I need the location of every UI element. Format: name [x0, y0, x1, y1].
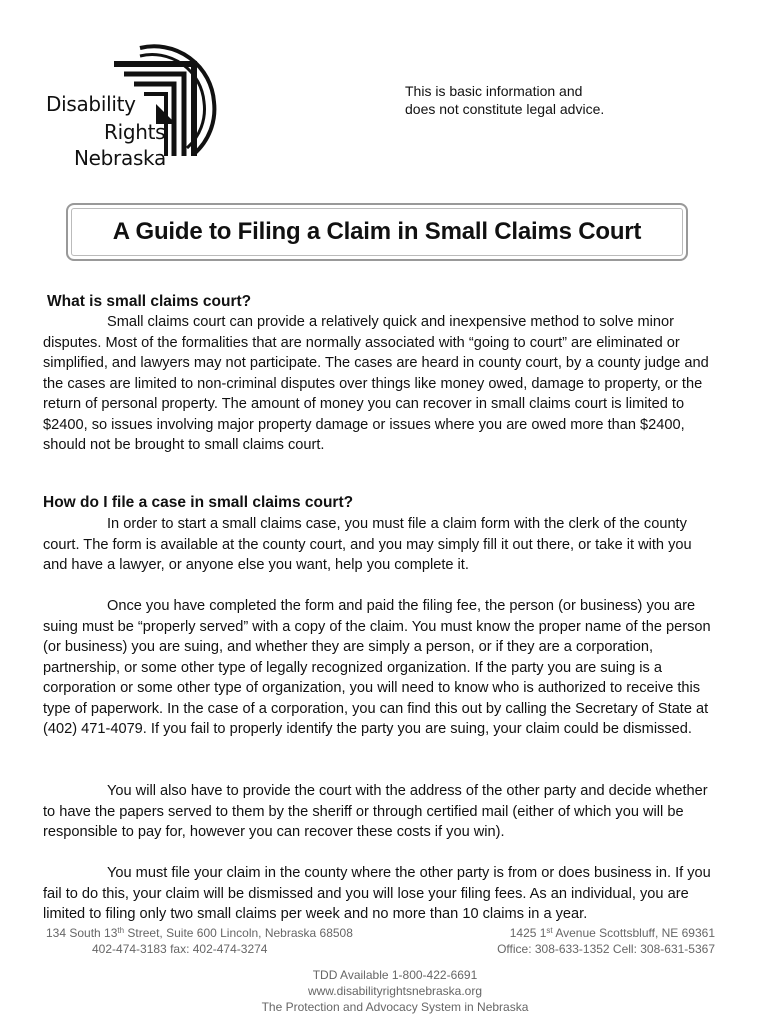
- title-box: [66, 203, 688, 261]
- paragraph: In order to start a small claims case, you must file a claim form with the clerk of the county court. The form is available at the county court, and you may simply fill it out there, or take it with you and have a lawyer, or anyone else you want, help you complete it.: [43, 516, 692, 573]
- document-title: A Guide to Filing a Claim in Small Claims Court: [112, 218, 642, 245]
- disclaimer-line-1: This is basic information and: [405, 83, 583, 99]
- footer-website-link[interactable]: www.disabilityrightsnebraska.org: [307, 984, 483, 998]
- footer-lincoln-phone: 402-474-3183 fax: 402-474-3274: [92, 942, 268, 956]
- footer-contact: [0, 967, 770, 1015]
- paragraph: You will also have to provide the court with the address of the other party and decide whether to have the papers served to them by the sheriff or through certified mail (either of which you will be responsible to pay for, however you can recover these costs if you win).: [43, 783, 708, 840]
- logo-text-disability: Disability: [46, 92, 136, 116]
- footer-scottsbluff-phone: Office: 308-633-1352 Cell: 308-631-5367: [497, 942, 715, 956]
- footer-lincoln-address: 134 South 13th Street, Suite 600 Lincoln, Nebraska 68508: [46, 926, 353, 940]
- logo-text-rights: Rights: [104, 120, 166, 144]
- paragraph: You must file your claim in the county where the other party is from or does business in. If you fail to do this, your claim will be dismissed and you will lose your filing fees. As an individual, you are limited to filing only two small claims per week and no more than 10 claims in a year.: [43, 865, 711, 922]
- logo-text-nebraska: Nebraska: [74, 146, 166, 170]
- legal-disclaimer: [405, 82, 705, 118]
- footer-lincoln-office: [46, 925, 406, 957]
- disclaimer-line-2: does not constitute legal advice.: [405, 101, 605, 117]
- footer-tagline: The Protection and Advocacy System in Nebraska: [261, 1000, 529, 1014]
- organization-logo: [44, 44, 228, 170]
- section-heading-how-to-file: How do I file a case in small claims court?: [43, 494, 354, 511]
- footer-scottsbluff-office: [470, 925, 715, 957]
- section-heading-what-is: What is small claims court?: [47, 293, 252, 310]
- paragraph: Small claims court can provide a relatively quick and inexpensive method to solve minor disputes. Most of the formalities that are normally associated with “going to court” are eliminated or simplified, and lawyers may not participate. The cases are heard in county court, by a county judge and the cases are limited to non-criminal disputes over things like money owed, damage to property, or the return of personal property. The amount of money you can recover in small claims court is limited to $2400, so issues involving major property damage or issues where you are owed more than $2400, should not be brought to small claims court.: [43, 314, 709, 453]
- footer-scottsbluff-address: 1425 1st Avenue Scottsbluff, NE 69361: [509, 926, 715, 940]
- paragraph: Once you have completed the form and paid the filing fee, the person (or business) you are suing must be “properly served” with a copy of the claim. You must know the proper name of the person (or business) you are suing, and whether they are simply a person, or if they are a corporation, partnership, or some other type of legally recognized organization. If the party you are suing is a corporation or some other type of organization, you will need to know who is authorized to receive this type of paperwork. In the case of a corporation, you can find this out by calling the Secretary of State at (402) 471-4079. If you fail to properly identify the party you are suing, your claim could be dismissed.: [43, 598, 711, 737]
- footer-tdd: TDD Available 1-800-422-6691: [312, 968, 478, 982]
